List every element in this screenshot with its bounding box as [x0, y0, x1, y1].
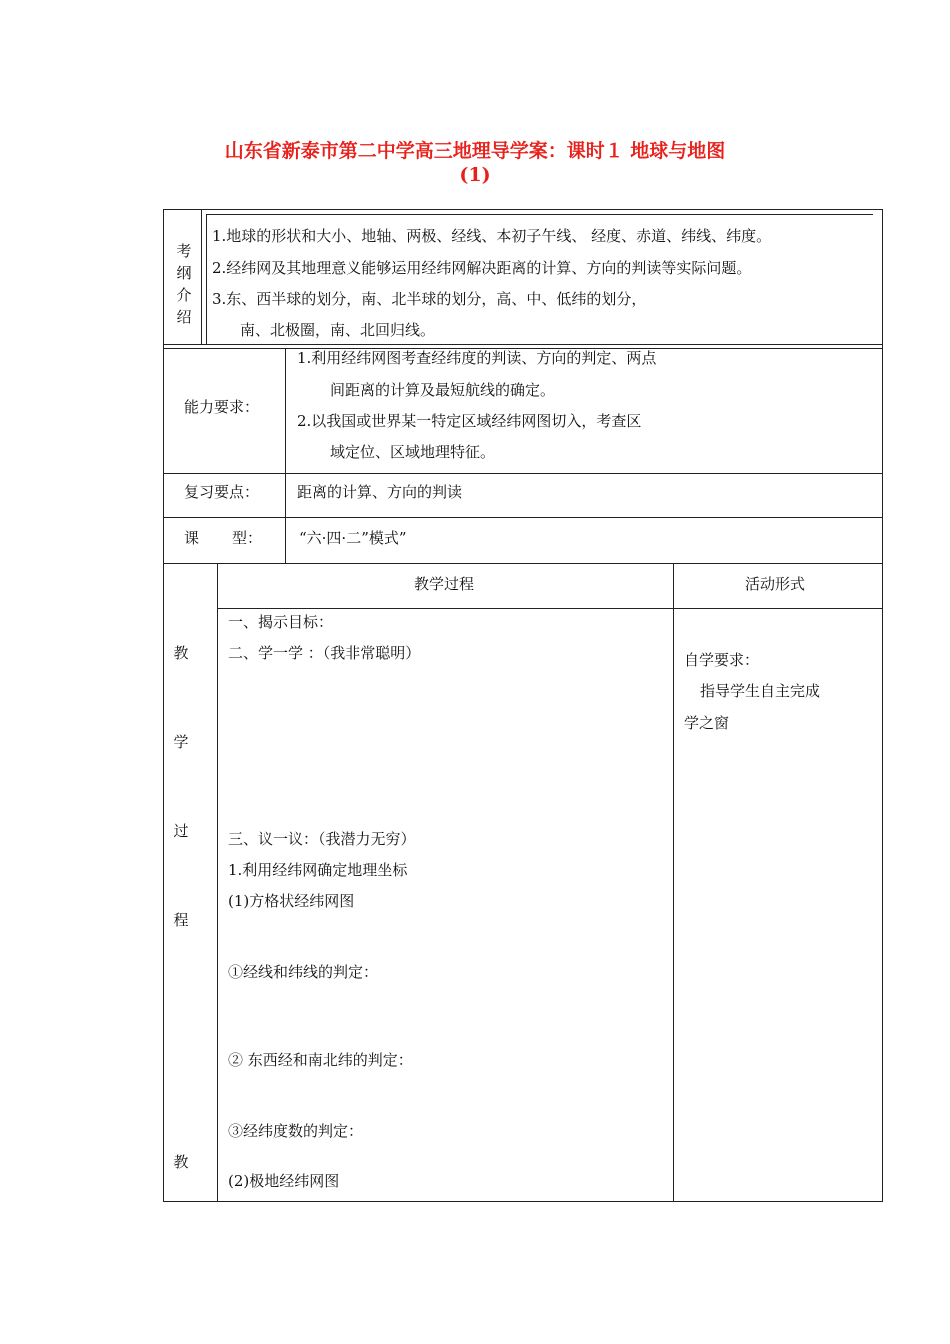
review-label: 复习要点： — [184, 483, 260, 501]
activity-line: 学之窗 — [684, 714, 730, 732]
process-line: ② 东西经和南北纬的判定： — [228, 1051, 413, 1069]
process-line: ①经线和纬线的判定： — [228, 963, 379, 981]
ability-line-3: 2.以我国或世界某一特定区域经纬网图切入，考查区 — [297, 412, 642, 430]
process-label-char: 过 — [173, 822, 189, 840]
process-label-char: 程 — [173, 911, 189, 929]
process-line: 二、学一学 ：（我非常聪明） — [228, 644, 421, 662]
ability-line-1: 1.利用经纬网图考查经纬度的判读、方向的判定、两点 — [297, 349, 657, 367]
ability-label: 能力要求： — [184, 398, 260, 416]
activity-line: 自学要求： — [684, 651, 760, 669]
process-label-char: 学 — [173, 733, 189, 751]
lesson-type-label-b: 型： — [232, 529, 263, 547]
activity-header: 活动形式 — [745, 575, 806, 593]
activity-line: 指导学生自主完成 — [700, 682, 821, 700]
syllabus-item-4: 南、北极圈，南、北回归线。 — [240, 321, 436, 339]
doc-title-line1: 山东省新泰市第二中学高三地理导学案：课时１ 地球与地图 — [224, 140, 726, 162]
process-line: 1.利用经纬网确定地理坐标 — [228, 861, 408, 879]
syllabus-label-char: 纲 — [176, 264, 192, 282]
process-label-char: 教 — [173, 1153, 189, 1171]
lesson-type-label-a: 课 — [184, 529, 200, 547]
syllabus-label-char: 考 — [176, 242, 192, 260]
syllabus-item-3: 3.东、西半球的划分，南、北半球的划分，高、中、低纬的划分， — [212, 290, 647, 308]
process-line: (1)方格状经纬网图 — [228, 892, 355, 910]
doc-title-line2: (1) — [459, 164, 491, 186]
process-line: ③经纬度数的判定： — [228, 1122, 364, 1140]
lesson-type-value: “六·四·二”模式” — [299, 529, 407, 547]
process-line: 三、议一议：（我潜力无穷） — [228, 830, 416, 848]
process-line: 一、揭示目标： — [228, 613, 334, 631]
syllabus-item-1: 1.地球的形状和大小、地轴、两极、经线、本初子午线、 经度、赤道、纬线、纬度。 — [212, 227, 772, 245]
ability-line-2: 间距离的计算及最短航线的确定。 — [330, 381, 556, 399]
syllabus-label-char: 介 — [176, 286, 192, 304]
ability-line-4: 域定位、区域地理特征。 — [330, 443, 496, 461]
review-value: 距离的计算、方向的判读 — [297, 483, 463, 501]
syllabus-label-char: 绍 — [176, 308, 192, 326]
process-line: (2)极地经纬网图 — [228, 1172, 340, 1190]
process-label-char: 教 — [173, 644, 189, 662]
process-header: 教学过程 — [414, 575, 475, 593]
syllabus-item-2: 2.经纬网及其地理意义能够运用经纬网解决距离的计算、方向的判读等实际问题。 — [212, 259, 752, 277]
